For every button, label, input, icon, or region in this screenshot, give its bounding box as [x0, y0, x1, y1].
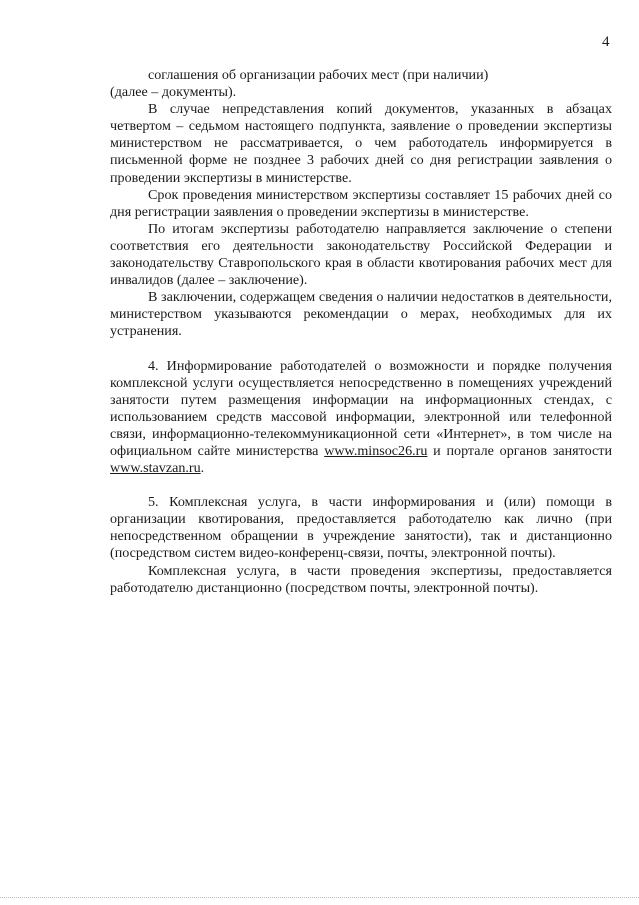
paragraph-review-period: Срок проведения министерством экспертизы составляет 15 рабочих дней со дня регистрации заявления о проведении экспертизы в министерстве.	[110, 186, 612, 220]
page-number: 4	[602, 34, 610, 50]
paragraph-nonsubmission: В случае непредставления копий документов, указанных в абзацах четвертом – седьмом настоящего подпункта, заявление о проведении экспертизы министерством не рассматривается, о чем работодатель информируется в письменной форме не позднее 3 рабочих дней со дня регистрации заявления о проведении экспертизы в министерстве.	[110, 101, 612, 186]
paragraph-line: соглашения об организации рабочих мест (при наличии)	[148, 67, 489, 83]
stavzan-link[interactable]: www.stavzan.ru	[110, 460, 201, 477]
section-4-text-mid: и портале органов занятости	[427, 442, 612, 459]
paragraph-conclusion: По итогам экспертизы работодателю направляется заключение о степени соответствия его деятельности законодательству Российской Федерации и законодательству Ставропольского края в области квотирования рабочих мест для инвалидов (далее – заключение).	[110, 220, 612, 289]
paragraph-section-4	[110, 358, 612, 478]
paragraph-gap	[110, 477, 612, 494]
paragraph-documents-end	[110, 67, 612, 101]
minsoc-link[interactable]: www.minsoc26.ru	[324, 442, 428, 459]
scan-edge-line	[0, 897, 639, 898]
section-4-text-end: .	[200, 460, 205, 477]
document-body	[110, 67, 612, 597]
paragraph-line: (далее – документы).	[110, 84, 237, 101]
paragraph-remote-expertise: Комплексная услуга, в части проведения экспертизы, предоставляется работодателю дистанционно (посредством почты, электронной почты).	[110, 562, 612, 596]
paragraph-gap	[110, 341, 612, 358]
paragraph-section-5: 5. Комплексная услуга, в части информирования и (или) помощи в организации квотирования, предоставляется работодателю как лично (при непосредственном обращении в учреждение занятости), так и дистанционно (посредством систем видео-конференц-связи, почты, электронной почты).	[110, 494, 612, 562]
paragraph-recommendations: В заключении, содержащем сведения о наличии недостатков в деятельности, министерством указываются рекомендации о мерах, необходимых для их устранения.	[110, 289, 612, 340]
section-4-text: 4. Информирование работодателей о возможности и порядке получения комплексной услуги осуществляется непосредственно в помещениях учреждений занятости путем размещения информации на информационных стендах, с использованием средств массовой информации, электронной или телефонной связи, информационно-телекоммуникационной сети «Интернет», в том числе на официальном сайте министерства	[110, 357, 612, 459]
